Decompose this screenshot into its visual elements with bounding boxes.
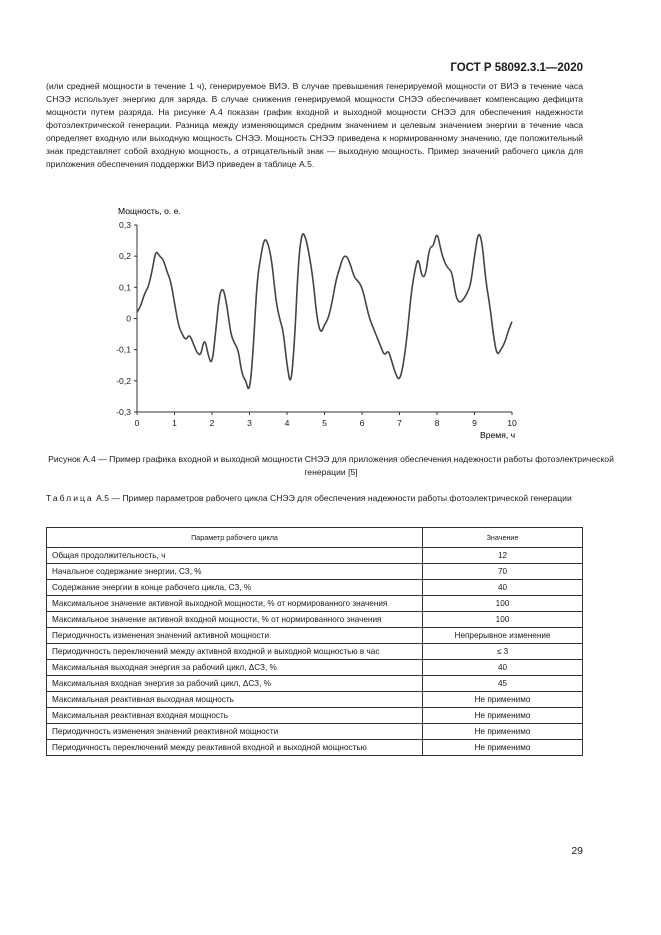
x-tick-label: 1 bbox=[172, 418, 177, 428]
param-cell: Общая продолжительность, ч bbox=[47, 548, 423, 564]
table-row bbox=[47, 548, 583, 564]
table-caption bbox=[46, 492, 583, 505]
table-row bbox=[47, 676, 583, 692]
param-cell: Максимальная входная энергия за рабочий цикл, ΔСЗ, % bbox=[47, 676, 423, 692]
table-row bbox=[47, 596, 583, 612]
x-tick-label: 0 bbox=[134, 418, 140, 428]
value-cell: ≤ 3 bbox=[423, 644, 583, 660]
x-tick-label: 2 bbox=[209, 418, 215, 428]
paragraph-text: (или средней мощности в течение 1 ч), генерируемое ВИЭ. В случае превышения генерируемой мощности от ВИЭ в течение часа СНЭЭ использует энергию для заряда. В случае снижения генерируемой мощности СНЭЭ обеспечивает компенсацию дефицита мощности путем разряда. На рисунке А.4 показан график входной и выходной мощности СНЭЭ для обеспечения надежности фотоэлектрической генерации. Разница между изменяющимся средним значением и целевым значением энергии в течение часа определяет входную или выходную мощность СНЭЭ. Мощность СНЭЭ приведена к нормированному значению, где положительный знак представляет собой входную мощность, а отрицательный знак — выходную мощность. Пример значений рабочего цикла для приложения обеспечения поддержки ВИЭ приведен в таблице А.5. bbox=[46, 81, 583, 169]
table-row bbox=[47, 724, 583, 740]
y-tick-label: 0,2 bbox=[119, 251, 131, 262]
value-cell: 100 bbox=[423, 596, 583, 612]
chart-ylabel: Мощность, о. е. bbox=[118, 206, 181, 216]
param-cell: Периодичность переключений между активной входной и выходной мощностью в час bbox=[47, 644, 423, 660]
params-table bbox=[46, 527, 583, 756]
table-row bbox=[47, 628, 583, 644]
param-cell: Максимальная реактивная входная мощность bbox=[47, 708, 423, 724]
param-cell: Периодичность переключений между реактивной входной и выходной мощностью bbox=[47, 740, 423, 756]
document-id: ГОСТ Р 58092.3.1—2020 bbox=[450, 62, 583, 74]
param-cell: Максимальная реактивная выходная мощность bbox=[47, 692, 423, 708]
value-cell: 70 bbox=[423, 564, 583, 580]
col-header-value: Значение bbox=[423, 528, 583, 548]
param-cell: Максимальная выходная энергия за рабочий цикл, ΔСЗ, % bbox=[47, 660, 423, 676]
table-row bbox=[47, 580, 583, 596]
page-number: 29 bbox=[571, 845, 583, 857]
value-cell: Не применимо bbox=[423, 740, 583, 756]
value-cell: 45 bbox=[423, 676, 583, 692]
value-cell: Не применимо bbox=[423, 708, 583, 724]
param-cell: Максимальное значение активной входной мощности, % от нормированного значения bbox=[47, 612, 423, 628]
table-row bbox=[47, 644, 583, 660]
chart-series-line bbox=[137, 234, 512, 389]
table-row bbox=[47, 564, 583, 580]
x-tick-label: 8 bbox=[434, 418, 440, 428]
table-row bbox=[47, 612, 583, 628]
table-row bbox=[47, 740, 583, 756]
value-cell: 40 bbox=[423, 580, 583, 596]
param-cell: Максимальное значение активной выходной мощности, % от нормированного значения bbox=[47, 596, 423, 612]
x-tick-label: 9 bbox=[472, 418, 477, 428]
param-cell: Содержание энергии в конце рабочего цикла, СЗ, % bbox=[47, 580, 423, 596]
table-row bbox=[47, 692, 583, 708]
power-chart bbox=[0, 0, 661, 450]
table-caption-text: А.5 — Пример параметров рабочего цикла СНЭЭ для обеспечения надежности работы фотоэлектрической генерации bbox=[96, 493, 572, 503]
x-tick-label: 10 bbox=[507, 418, 517, 428]
x-tick-label: 3 bbox=[247, 418, 252, 428]
table-row bbox=[47, 660, 583, 676]
table-caption-label: Таблица bbox=[46, 493, 94, 503]
x-tick-label: 5 bbox=[322, 418, 327, 428]
figure-caption: Рисунок А.4 — Пример графика входной и выходной мощности СНЭЭ для приложения обеспечения надежности работы фотоэлектрической генерации [5] bbox=[48, 454, 614, 477]
y-tick-label: 0,3 bbox=[119, 220, 131, 230]
chart-ticks bbox=[116, 220, 517, 428]
col-header-param: Параметр рабочего цикла bbox=[47, 528, 423, 548]
chart-xlabel: Время, ч bbox=[480, 430, 516, 440]
param-cell: Периодичность изменения значений активной мощности bbox=[47, 628, 423, 644]
y-tick-label: -0,3 bbox=[116, 407, 131, 417]
value-cell: Непрерывное изменение bbox=[423, 628, 583, 644]
value-cell: 100 bbox=[423, 612, 583, 628]
chart-axes bbox=[137, 225, 512, 412]
param-cell: Периодичность изменения значений реактивной мощности bbox=[47, 724, 423, 740]
table-row bbox=[47, 708, 583, 724]
y-tick-label: 0 bbox=[126, 313, 131, 324]
y-tick-label: -0,2 bbox=[116, 375, 131, 386]
x-tick-label: 4 bbox=[284, 418, 290, 428]
value-cell: Не применимо bbox=[423, 692, 583, 708]
value-cell: Не применимо bbox=[423, 724, 583, 740]
param-cell: Начальное содержание энергии, СЗ, % bbox=[47, 564, 423, 580]
x-tick-label: 7 bbox=[397, 418, 402, 428]
y-tick-label: 0,1 bbox=[119, 282, 131, 293]
x-tick-label: 6 bbox=[359, 418, 365, 428]
value-cell: 40 bbox=[423, 660, 583, 676]
value-cell: 12 bbox=[423, 548, 583, 564]
y-tick-label: -0,1 bbox=[116, 344, 131, 355]
